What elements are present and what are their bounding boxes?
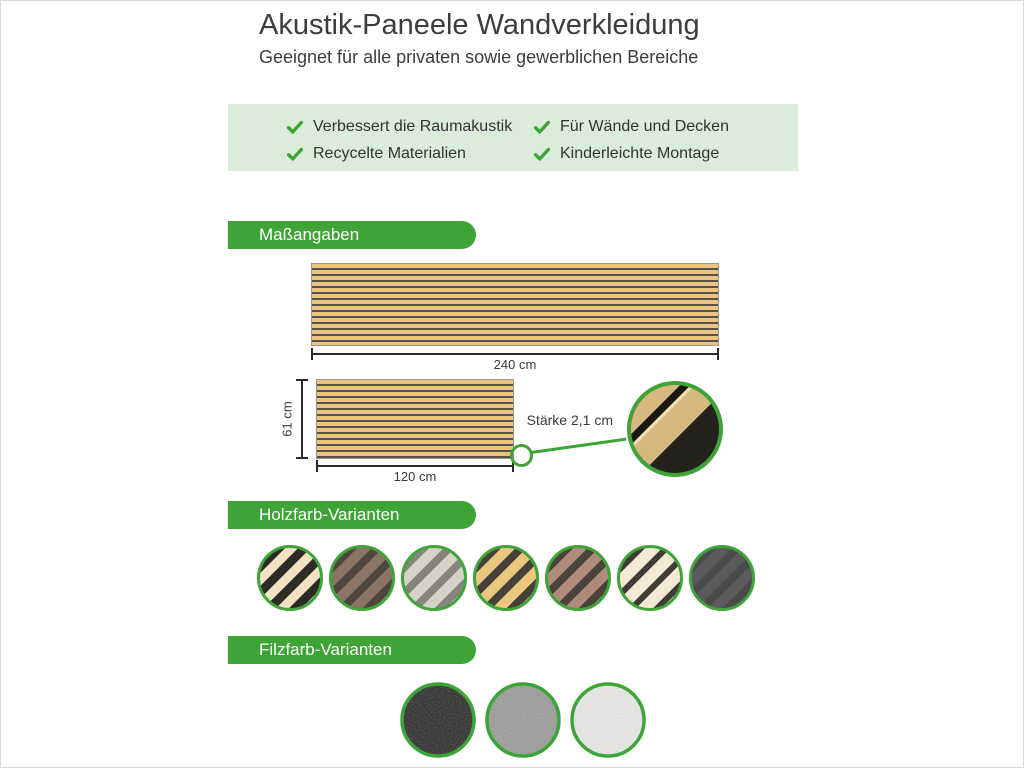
panel-illustration-120cm (316, 379, 514, 459)
feature-box (228, 104, 798, 171)
dimension-line-240cm (311, 353, 719, 355)
wood-swatch (617, 545, 683, 611)
section-header-dimensions: Maßangaben (228, 221, 476, 249)
felt-swatch (569, 681, 647, 759)
felt-swatch (484, 681, 562, 759)
wood-swatch (473, 545, 539, 611)
dimension-line-61cm (301, 379, 303, 459)
section-header-wood-colors: Holzfarb-Varianten (228, 501, 476, 529)
check-icon (533, 118, 551, 136)
section-header-felt-colors: Filzfarb-Varianten (228, 636, 476, 664)
feature-label: Für Wände und Decken (560, 118, 729, 135)
feature-item (533, 143, 798, 165)
page-subtitle: Geeignet für alle privaten sowie gewerblichen Bereiche (259, 47, 699, 67)
feature-item (533, 116, 798, 138)
panel-illustration-240cm (311, 263, 719, 346)
thickness-label: Stärke 2,1 cm (526, 412, 613, 428)
panel-cross-section-magnifier (627, 381, 723, 477)
page-title: Akustik-Paneele Wandverkleidung (259, 9, 700, 41)
dimension-label-61cm: 61 cm (279, 401, 295, 437)
check-icon (533, 145, 551, 163)
wood-swatch (401, 545, 467, 611)
check-icon (286, 145, 304, 163)
feature-item (286, 143, 533, 165)
dimension-label-120cm: 120 cm (393, 469, 437, 484)
feature-item (286, 116, 533, 138)
dimension-line-120cm (316, 465, 514, 467)
dimension-label-240cm: 240 cm (493, 357, 537, 372)
feature-label: Kinderleichte Montage (560, 145, 720, 162)
zoom-connector-line (531, 438, 626, 454)
wood-swatch (329, 545, 395, 611)
wood-swatch (257, 545, 323, 611)
felt-variant-row (399, 681, 647, 759)
feature-label: Verbessert die Raumakustik (313, 118, 513, 135)
wood-variant-row (257, 545, 755, 611)
check-icon (286, 118, 304, 136)
wood-swatch (545, 545, 611, 611)
feature-label: Recycelte Materialien (313, 145, 466, 162)
wood-swatch (689, 545, 755, 611)
felt-swatch (399, 681, 477, 759)
zoom-source-circle (510, 444, 533, 467)
